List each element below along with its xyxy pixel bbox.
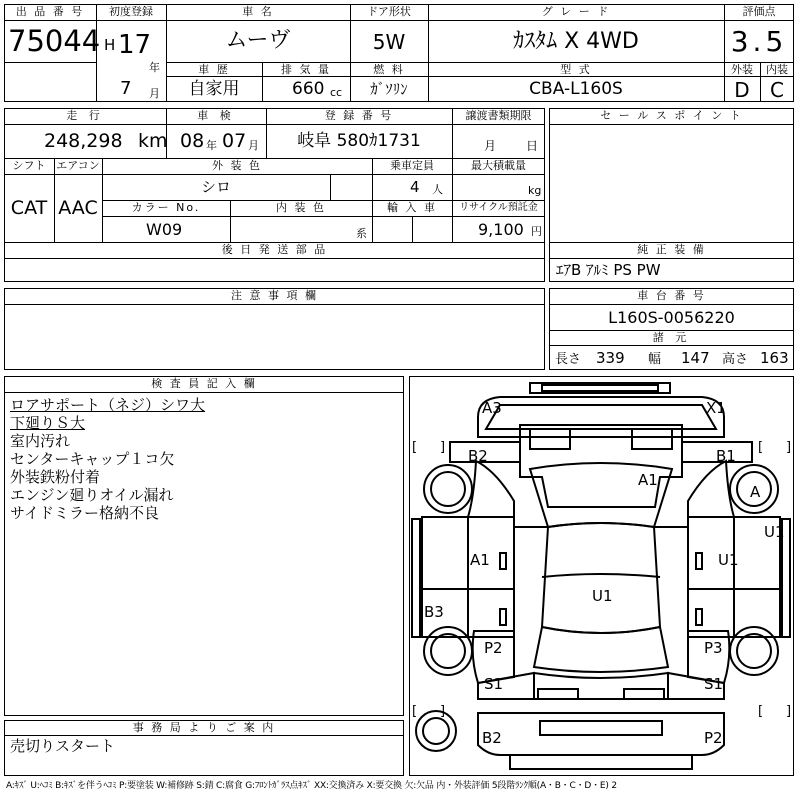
damage-label-b2-rear: B2 [482,729,502,747]
bracket: ] [786,704,792,719]
length-label: 長さ [555,352,582,367]
genuine-equipment: ｴｱB ｱﾙﾐ PS PW [556,261,661,279]
width-label: 幅 [648,352,662,367]
spec-label: 諸 元 [652,331,691,344]
caution-label: 注 意 事 項 欄 [231,289,318,302]
damage-label-u1-roof: U1 [592,587,613,605]
car-outline [410,377,793,775]
damage-label-a1-roof: A1 [638,471,658,489]
inspector-note: サイドミラー格納不良 [10,504,159,522]
aircon: AAC [58,197,98,219]
exterior-grade: D [734,78,750,102]
exterior-color-label: 外 装 色 [212,159,262,172]
damage-label-p2-fender: P2 [484,639,503,657]
fuel-label: 燃 料 [373,63,405,76]
height-label: 高さ [722,352,749,367]
mileage: 248,298 [44,130,123,152]
inspector-note: 下廻りＳ大 [10,414,86,432]
inspector-note: エンジン廻りオイル漏れ [10,486,174,504]
score-label: 評価点 [742,5,776,18]
damage-label-b2-front: B2 [468,447,488,465]
inspector-note: 室内汚れ [10,432,71,450]
plate-label: 登 録 番 号 [324,109,394,122]
first-registration-era: H [104,36,116,54]
inspector-notes [10,396,205,522]
recycle-deposit: 9,100 [478,220,524,239]
model-label: 型 式 [560,63,592,76]
damage-label-u1-door: U1 [718,551,739,569]
mileage-unit: km [138,130,168,152]
color-number: W09 [146,220,183,239]
grade-label: グ レ ー ド [541,5,611,18]
interior-label: 内装 [766,63,788,76]
damage-label-x1: X1 [706,399,726,417]
chassis-number-label: 車 台 番 号 [637,289,706,302]
first-registration-year: 17 [118,30,152,60]
shift-label: シフト [12,159,46,172]
grade: ｶｽﾀﾑ X 4WD [513,29,639,54]
height-value: 163 [760,349,789,367]
lot-number-label: 出 品 番 号 [15,5,85,18]
door-label: ドア形状 [367,5,411,18]
interior-grade: C [770,78,784,102]
exterior-color: シロ [200,178,231,196]
recycle-deposit-unit: 円 [531,225,542,238]
inspector-note: センターキャップ１コ欠 [10,450,175,468]
bracket: [ [758,440,764,455]
inspector-note: ロアサポート（ネジ）シワ大 [10,396,206,414]
history-label: 車 歴 [198,63,230,76]
bracket: [ [412,440,418,455]
inspector-note: 外装鉄粉付着 [10,468,101,486]
transfer-day-unit: 日 [526,139,539,153]
recycle-deposit-label: リサイクル預託金 [459,202,538,213]
car-diagram [409,376,794,776]
bracket: ] [440,440,446,455]
interior-color-unit: 系 [356,227,367,240]
chassis-number: L160S-0056220 [608,308,735,327]
first-registration-label: 初度登録 [109,5,153,18]
displacement-label: 排 気 量 [281,63,331,76]
displacement-unit: cc [330,86,343,99]
car-name: ムーヴ [225,28,291,53]
inspection-year: 08 [180,130,205,152]
damage-label-u1-skirt: U1 [764,523,785,541]
bracket: ] [786,440,792,455]
color-number-label: カラー No. [131,201,201,214]
genuine-equipment-label: 純 正 装 備 [637,243,706,256]
history: 自家用 [188,79,240,99]
bracket: ] [440,704,446,719]
bracket: [ [412,704,418,719]
damage-label-a-wheel: A [750,483,761,501]
car-name-label: 車 名 [242,5,274,18]
max-load-unit: kg [528,184,542,197]
damage-label-a3: A3 [482,399,502,417]
damage-label-s1-right: S1 [704,675,724,693]
office-label: 事 務 局 よ り ご 案 内 [132,721,276,734]
transfer-month-unit: 月 [484,139,497,153]
damage-label-b1: B1 [716,447,736,465]
plate-number: 岐阜 580ｶ1731 [297,131,421,151]
capacity: 4 [410,178,420,196]
mileage-label: 走 行 [66,109,104,122]
damage-label-p2-rear: P2 [704,729,723,747]
inspection-label: 車 検 [197,109,235,122]
sales-point-label: セ ー ル ス ポ イ ン ト [600,109,743,122]
inspection-year-unit: 年 [206,139,217,152]
inspection-month-unit: 月 [248,139,259,152]
width-value: 147 [681,349,710,367]
damage-label-p3: P3 [704,639,723,657]
bracket: [ [758,704,764,719]
max-load-label: 最大積載量 [471,159,526,172]
import-label: 輸 入 車 [387,201,437,214]
first-registration-month: 7 [120,78,132,99]
damage-label-b3: B3 [424,603,444,621]
damage-label-a1-door: A1 [470,551,490,569]
month-unit: 月 [149,87,160,100]
transfer-docs-label: 譲渡書類期限 [465,109,532,122]
capacity-unit: 人 [432,183,443,196]
score: 3.5 [730,25,788,58]
office-message: 売切りスタート [10,737,116,755]
length-value: 339 [596,349,625,367]
fuel: ｶﾞｿﾘﾝ [370,80,408,98]
interior-color-label: 内 装 色 [276,201,326,214]
inspector-label: 検 査 員 記 入 欄 [151,377,257,390]
inspection-month: 07 [222,130,247,152]
exterior-label: 外装 [731,63,753,76]
capacity-label: 乗車定員 [390,159,434,172]
lot-number: 75044 [8,24,101,58]
door-type: 5W [372,30,406,54]
year-unit: 年 [149,61,160,74]
damage-legend: A:ｷｽﾞ U:ﾍｺﾐ B:ｷｽﾞを伴うﾍｺﾐ P:要塗装 W:補修跡 S:錆 C:腐食 G:ﾌﾛﾝﾄｶﾞﾗｽ点ｷｽﾞ XX:交換済み X:要交換 欠:欠品 内・外装評価 5段階ﾗﾝｸ順(A・B・C・D・E) 2 [6,781,617,791]
model-code: CBA-L160S [529,79,623,99]
later-parts-label: 後 日 発 送 部 品 [221,243,328,256]
aircon-label: エアコン [56,159,100,172]
shift: CAT [10,197,48,219]
damage-label-s1-left: S1 [484,675,504,693]
displacement: 660 [292,79,325,99]
